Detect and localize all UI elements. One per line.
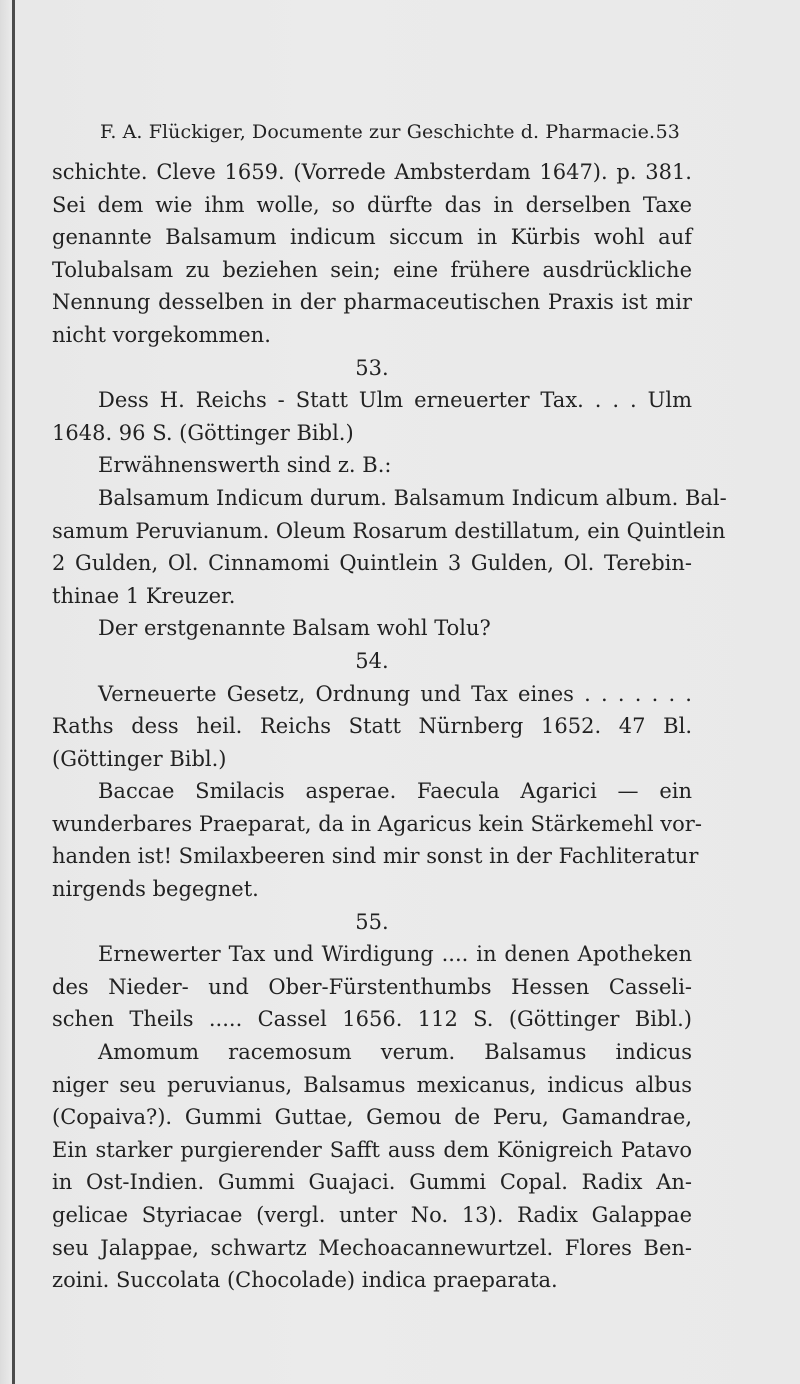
text-line: schichte. Cleve 1659. (Vorrede Ambsterdam 1647). p. 381. — [52, 160, 692, 184]
text-line: handen ist! Smilaxbeeren sind mir sonst in der Fachliteratur — [52, 844, 699, 869]
text-line: in Ost-Indien. Gummi Guajaci. Gummi Copal. Radix An- — [52, 1170, 692, 1195]
text-line: gelicae Styriacae (vergl. unter No. 13). Radix Galappae — [52, 1203, 692, 1227]
running-header — [100, 116, 680, 148]
text-line: Ein starker purgierender Safft auss dem Königreich Patavo — [52, 1137, 692, 1162]
page-number: 53 — [655, 121, 680, 143]
text-line: Tolubalsam zu beziehen sein; eine frühere ausdrückliche — [52, 257, 692, 282]
text-line: schen Theils ..... Cassel 1656. 112 S. (Göttinger Bibl.) — [52, 1007, 692, 1032]
text-line: Balsamum Indicum durum. Balsamum Indicum album. Bal- — [98, 485, 727, 510]
text-line: genannte Balsamum indicum siccum in Kürbis wohl auf — [52, 225, 692, 250]
text-line: Dess H. Reichs - Statt Ulm erneuerter Tax. . . . Ulm — [98, 388, 692, 413]
text-line: 1648. 96 S. (Göttinger Bibl.) — [52, 420, 354, 445]
text-line: seu Jalappae, schwartz Mechoacannewurtzel. Flores Ben- — [52, 1235, 692, 1260]
text-line: samum Peruvianum. Oleum Rosarum destillatum, ein Quintlein — [52, 518, 726, 543]
text-line: Baccae Smilacis asperae. Faecula Agarici — ein — [98, 779, 692, 804]
page-binding-edge — [12, 0, 15, 1384]
header-title: F. A. Flückiger, Documente zur Geschichte d. Pharmacie. — [100, 121, 656, 143]
section-number: 53. — [355, 355, 389, 380]
page-body — [52, 156, 727, 1297]
text-line: Verneuerte Gesetz, Ordnung und Tax eines . . . . . . . — [98, 681, 692, 706]
text-line: Erwähnenswerth sind z. B.: — [98, 453, 392, 478]
text-line: nicht vorgekommen. — [52, 322, 271, 347]
text-line: Der erstgenannte Balsam wohl Tolu? — [98, 616, 491, 641]
text-line: 2 Gulden, Ol. Cinnamomi Quintlein 3 Gulden, Ol. Terebin- — [52, 551, 692, 576]
text-line: (Göttinger Bibl.) — [52, 746, 227, 771]
text-line: thinae 1 Kreuzer. — [52, 583, 236, 608]
text-line: nirgends begegnet. — [52, 877, 259, 902]
text-line: Nennung desselben in der pharmaceutischen Praxis ist mir — [52, 290, 692, 315]
section-number: 55. — [355, 909, 389, 934]
text-line: wunderbares Praeparat, da in Agaricus kein Stärkemehl vor- — [52, 811, 702, 836]
text-line: Raths dess heil. Reichs Statt Nürnberg 1652. 47 Bl. — [52, 714, 692, 739]
text-line: zoini. Succolata (Chocolade) indica praeparata. — [52, 1268, 558, 1293]
text-line: (Copaiva?). Gummi Guttae, Gemou de Peru, Gamandrae, — [52, 1105, 692, 1130]
text-line: Amomum racemosum verum. Balsamus indicus — [98, 1040, 692, 1065]
text-line: Sei dem wie ihm wolle, so dürfte das in derselben Taxe — [52, 192, 692, 217]
text-line: des Nieder- und Ober-Fürstenthumbs Hessen Casseli- — [52, 974, 692, 999]
section-number: 54. — [355, 648, 389, 673]
text-line: niger seu peruvianus, Balsamus mexicanus, indicus albus — [52, 1072, 692, 1097]
text-line: Ernewerter Tax und Wirdigung .... in denen Apotheken — [98, 942, 692, 967]
